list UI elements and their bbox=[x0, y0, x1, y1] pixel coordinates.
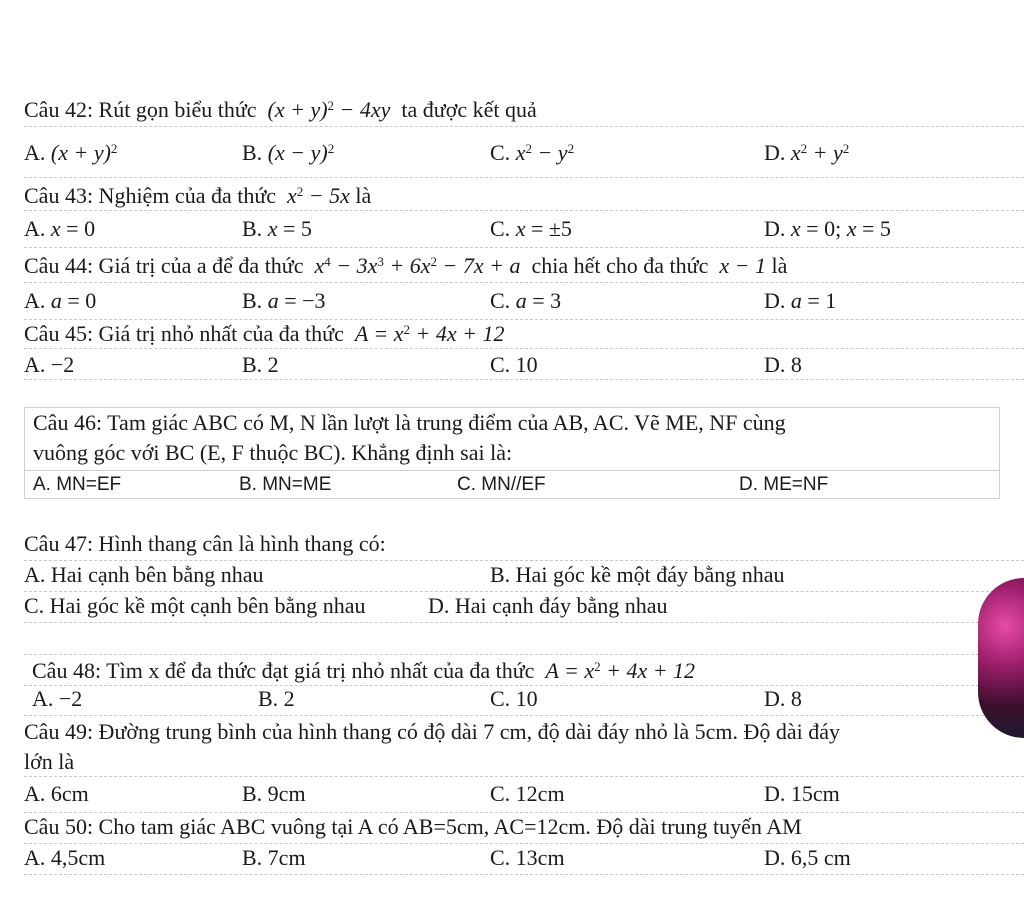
q48-option-d[interactable]: D. 8 bbox=[764, 686, 802, 711]
question-45 bbox=[24, 320, 1024, 349]
q46-option-b[interactable]: B. MN=ME bbox=[239, 474, 332, 495]
q44-option-a[interactable]: A. a = 0 bbox=[24, 288, 97, 313]
q46-line1: Câu 46: Tam giác ABC có M, N lần lượt là trung điểm của AB, AC. Vẽ ME, NF cùng bbox=[33, 410, 786, 435]
q47-options-cd bbox=[24, 592, 1024, 623]
q42-suffix: ta được kết quả bbox=[401, 97, 537, 122]
q48-option-c[interactable]: C. 10 bbox=[490, 686, 538, 711]
q47-option-b[interactable]: B. Hai góc kề một đáy bằng nhau bbox=[490, 562, 785, 587]
q50-option-c[interactable]: C. 13cm bbox=[490, 845, 565, 870]
q45-option-d[interactable]: D. 8 bbox=[764, 352, 802, 377]
q50-option-b[interactable]: B. 7cm bbox=[242, 845, 306, 870]
q42-option-b[interactable]: B. $(x - y)^2$ bbox=[242, 140, 335, 165]
q50-option-a[interactable]: A. 4,5cm bbox=[24, 845, 106, 870]
q49-line1: Câu 49: Đường trung bình của hình thang có độ dài 7 cm, độ dài đáy nhỏ là 5cm. Độ dài đáy bbox=[24, 719, 841, 744]
q45-option-a[interactable]: A. −2 bbox=[24, 352, 75, 377]
decorative-swirl-image bbox=[978, 578, 1024, 738]
q44-option-c[interactable]: C. a = 3 bbox=[490, 288, 562, 313]
q47-option-a[interactable]: A. Hai cạnh bên bằng nhau bbox=[24, 562, 264, 587]
question-47 bbox=[24, 530, 1024, 561]
q50-options bbox=[24, 844, 1024, 875]
q42-expression: $(x + y)^2 - 4xy$ bbox=[262, 97, 396, 122]
q45-expression: $A = x^2 + 4x + 12$ bbox=[349, 321, 505, 346]
q42-option-a[interactable]: A. $(x + y)^2$ bbox=[24, 140, 118, 165]
q44-suffix: chia hết cho đa thức bbox=[531, 253, 709, 278]
q44-option-d[interactable]: D. a = 1 bbox=[764, 288, 837, 313]
q43-option-d[interactable]: D. x = 0; x = 5 bbox=[764, 216, 891, 241]
q45-option-c[interactable]: C. 10 bbox=[490, 352, 538, 377]
q47-options-ab bbox=[24, 561, 1024, 592]
question-48 bbox=[24, 654, 1024, 686]
q49-option-b[interactable]: B. 9cm bbox=[242, 781, 306, 806]
q49-option-a[interactable]: A. 6cm bbox=[24, 781, 89, 806]
q42-options bbox=[24, 127, 1024, 178]
q43-option-c[interactable]: C. x = ±5 bbox=[490, 216, 572, 241]
q43-option-a[interactable]: A. x = 0 bbox=[24, 216, 96, 241]
q45-label: Câu 45: Giá trị nhỏ nhất của đa thức bbox=[24, 321, 344, 346]
q42-label: Câu 42: Rút gọn biểu thức bbox=[24, 97, 257, 122]
q46-option-c[interactable]: C. MN//EF bbox=[457, 474, 546, 495]
question-43 bbox=[24, 178, 1024, 211]
question-46 bbox=[24, 407, 1000, 499]
q49-option-c[interactable]: C. 12cm bbox=[490, 781, 565, 806]
q48-label: Câu 48: Tìm x để đa thức đạt giá trị nhỏ nhất của đa thức bbox=[32, 658, 535, 683]
q43-label: Câu 43: Nghiệm của đa thức bbox=[24, 183, 277, 208]
question-44: Câu 44: Giá trị của a để đa thức $x^4 - 3x^3 + 6x^2 - 7x + a$ chia hết cho đa thức x − 1 là bbox=[24, 248, 1024, 283]
q47-option-d[interactable]: D. Hai cạnh đáy bằng nhau bbox=[428, 593, 668, 618]
q42-option-d[interactable]: D. $x^2 + y^2$ bbox=[764, 140, 850, 165]
q46-options bbox=[25, 470, 999, 499]
q50-label: Câu 50: Cho tam giác ABC vuông tại A có AB=5cm, AC=12cm. Độ dài trung tuyến AM bbox=[24, 814, 802, 839]
q49-line2: lớn là bbox=[24, 749, 75, 774]
q46-option-d[interactable]: D. ME=NF bbox=[739, 474, 829, 495]
q44-expression: $x^4 - 3x^3 + 6x^2 - 7x + a$ bbox=[309, 253, 526, 278]
q47-label: Câu 47: Hình thang cân là hình thang có: bbox=[24, 531, 386, 556]
q50-option-d[interactable]: D. 6,5 cm bbox=[764, 845, 851, 870]
q44-option-b[interactable]: B. a = −3 bbox=[242, 288, 326, 313]
q46-option-a[interactable]: A. MN=EF bbox=[33, 474, 122, 495]
q42-option-c[interactable]: C. $x^2 - y^2$ bbox=[490, 140, 575, 165]
q43-suffix: là bbox=[355, 183, 372, 208]
question-49 bbox=[24, 716, 1024, 777]
q48-option-a[interactable]: A. −2 bbox=[32, 686, 83, 711]
q47-option-c[interactable]: C. Hai góc kề một cạnh bên bằng nhau bbox=[24, 593, 366, 618]
q44-label: Câu 44: Giá trị của a để đa thức bbox=[24, 253, 304, 278]
q43-options bbox=[24, 211, 1024, 248]
q45-options bbox=[24, 349, 1024, 380]
question-42 bbox=[24, 90, 1024, 127]
q44-options bbox=[24, 283, 1024, 320]
q48-expression: $A = x^2 + 4x + 12$ bbox=[539, 658, 696, 683]
q49-options bbox=[24, 778, 1024, 813]
q43-expression: $x^2 - 5x$ bbox=[281, 183, 350, 208]
q44-divisor: x − 1 bbox=[713, 253, 766, 278]
q46-line2: vuông góc với BC (E, F thuộc BC). Khẳng định sai là: bbox=[33, 440, 513, 465]
q45-option-b[interactable]: B. 2 bbox=[242, 352, 279, 377]
question-50 bbox=[24, 813, 1024, 844]
q48-option-b[interactable]: B. 2 bbox=[258, 686, 295, 711]
q43-option-b[interactable]: B. x = 5 bbox=[242, 216, 312, 241]
q48-options bbox=[24, 685, 1024, 716]
q49-option-d[interactable]: D. 15cm bbox=[764, 781, 840, 806]
